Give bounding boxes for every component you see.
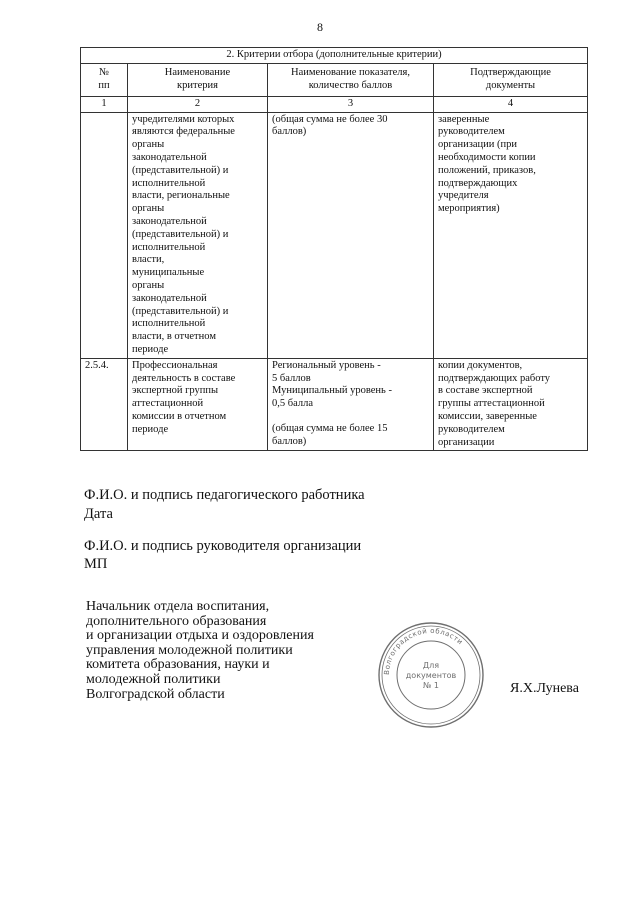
cell-line: власти, в отчетном: [132, 331, 216, 343]
indicator-cell: [268, 358, 434, 451]
cell-line: Муниципальный уровень -: [272, 385, 392, 397]
cell-line: законодательной: [132, 151, 207, 163]
cell-line: являются федеральные: [132, 126, 235, 138]
cell-line: аттестационной: [132, 398, 204, 410]
teacher-signature-line: Ф.И.О. и подпись педагогического работника: [84, 487, 365, 503]
cell-line: (общая сумма не более 15: [272, 422, 388, 434]
table-row: [81, 358, 588, 451]
cell-line: подтверждающих: [438, 177, 518, 189]
criterion-cell: [128, 358, 268, 451]
criteria-table: [80, 47, 588, 451]
cell-line: органы: [132, 203, 165, 215]
official-title-line: Начальник отдела воспитания,: [86, 599, 270, 614]
cell-line: органы: [132, 139, 165, 151]
cell-line: Профессиональная: [132, 359, 218, 371]
cell-line: власти, региональные: [132, 190, 230, 202]
cell-line: исполнительной: [132, 241, 206, 253]
cell-line: (общая сумма не более 30: [272, 113, 388, 125]
cell-line: баллов): [272, 435, 307, 447]
cell-line: (представительной) и: [132, 164, 229, 176]
header-criterion-line-2: критерия: [177, 79, 218, 91]
stamp-center-line-1: Для: [422, 661, 440, 670]
cell-line: организации: [438, 436, 495, 448]
column-number-4: 4: [434, 96, 588, 112]
header-indicator-line-1: Наименование показателя,: [291, 67, 410, 78]
section-title: 2. Критерии отбора (дополнительные критерии): [81, 48, 588, 64]
cell-line: положений, приказов,: [438, 164, 536, 176]
row-number: [81, 112, 128, 358]
header-number-line-2: пп: [98, 79, 110, 91]
head-signature-line: Ф.И.О. и подпись руководителя организации: [84, 538, 362, 554]
cell-line: баллов): [272, 126, 307, 138]
column-number-3: 3: [268, 96, 434, 112]
cell-line: законодательной: [132, 292, 207, 304]
cell-line: мероприятия): [438, 203, 500, 215]
cell-line: муниципальные: [132, 267, 205, 279]
page-number: 8: [317, 20, 323, 34]
cell-line: периоде: [132, 343, 169, 355]
header-criterion: [128, 63, 268, 96]
cell-line: 0,5 балла: [272, 398, 313, 410]
column-number-1: 1: [81, 96, 128, 112]
header-documents-line-1: Подтверждающие: [470, 67, 551, 78]
header-criterion-line-1: Наименование: [164, 67, 231, 78]
cell-line: периоде: [132, 423, 169, 435]
mp-label: МП: [84, 556, 108, 572]
cell-line: руководителем: [438, 126, 505, 138]
official-title-line: и организации отдыха и оздоровления: [86, 628, 314, 644]
cell-line: законодательной: [132, 215, 207, 227]
official-title-line: комитета образования, науки и: [86, 657, 270, 673]
cell-line: Региональный уровень -: [272, 359, 381, 371]
cell-line: [272, 411, 429, 423]
column-numbers-row: [81, 96, 588, 112]
official-title-line: управления молодежной политики: [86, 642, 293, 658]
stamp-ring-text: Волгоградской области: [382, 626, 465, 676]
cell-line: исполнительной: [132, 318, 206, 330]
cell-line: копии документов,: [438, 359, 523, 371]
header-number-line-1: №: [98, 67, 110, 78]
cell-line: в составе экспертной: [438, 385, 533, 397]
cell-line: власти,: [132, 254, 165, 266]
header-documents: [434, 63, 588, 96]
criterion-cell: [128, 112, 268, 358]
cell-line: группы аттестационной: [438, 398, 545, 410]
official-title-line: дополнительного образования: [86, 613, 267, 629]
documents-cell: [434, 358, 588, 451]
cell-line: подтверждающих работу: [438, 372, 551, 384]
cell-line: комиссии в отчетном: [132, 410, 227, 422]
indicator-cell: [268, 112, 434, 358]
header-number: [81, 63, 128, 96]
cell-line: 5 баллов: [272, 372, 311, 384]
official-title: [86, 600, 314, 702]
header-documents-line-2: документы: [485, 79, 536, 91]
cell-line: комиссии, заверенные: [438, 410, 537, 422]
stamp-center-line-3: № 1: [423, 681, 439, 690]
official-title-line: молодежной политики: [86, 671, 221, 687]
header-indicator-line-2: количество баллов: [308, 79, 393, 91]
header-row: [81, 63, 588, 96]
official-stamp: [376, 620, 486, 730]
official-name: Я.Х.Лунева: [510, 681, 579, 696]
cell-line: заверенные: [438, 113, 490, 125]
cell-line: руководителем: [438, 423, 505, 435]
cell-line: (представительной) и: [132, 305, 229, 317]
cell-line: учредителями которых: [132, 113, 235, 125]
header-indicator: [268, 63, 434, 96]
row-number: 2.5.4.: [81, 358, 128, 451]
cell-line: учредителя: [438, 190, 489, 202]
cell-line: (представительной) и: [132, 228, 229, 240]
column-number-2: 2: [128, 96, 268, 112]
official-title-line: Волгоградской области: [86, 686, 225, 702]
cell-line: деятельность в составе: [132, 372, 236, 384]
cell-line: органы: [132, 279, 165, 291]
documents-cell: [434, 112, 588, 358]
cell-line: экспертной группы: [132, 385, 219, 397]
cell-line: необходимости копии: [438, 151, 536, 163]
table-row: [81, 112, 588, 358]
stamp-center-line-2: документов: [405, 671, 457, 680]
date-label: Дата: [84, 506, 113, 522]
cell-line: исполнительной: [132, 177, 206, 189]
cell-line: организации (при: [438, 139, 517, 151]
